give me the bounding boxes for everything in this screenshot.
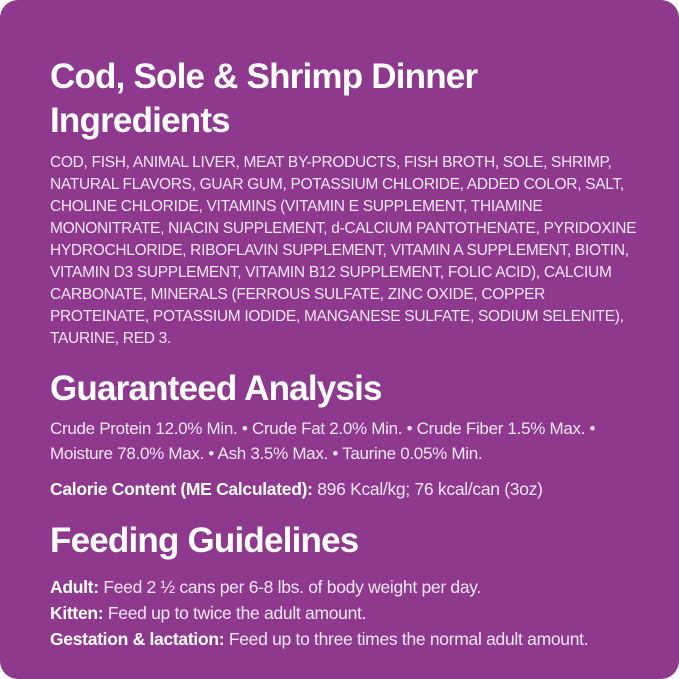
guaranteed-analysis-text: Crude Protein 12.0% Min. • Crude Fat 2.0% Min. • Crude Fiber 1.5% Max. • Moisture 78.0% Max. • Ash 3.5% Max. • Taurine 0.05% Min. — [50, 419, 596, 463]
ingredients-section-title: Ingredients — [50, 101, 230, 140]
guaranteed-analysis-title: Guaranteed Analysis — [50, 369, 382, 408]
feeding-guideline-adult-text: Feed 2 ½ cans per 6-8 lbs. of body weight per day. — [103, 577, 481, 597]
feeding-guideline-gestation — [50, 626, 650, 652]
feeding-guideline-adult — [50, 574, 650, 600]
feeding-guideline-kitten-text: Feed up to twice the adult amount. — [107, 603, 367, 623]
product-title-line1: Cod, Sole & Shrimp Dinner — [50, 57, 478, 96]
feeding-guideline-adult-label: Adult: — [50, 577, 99, 597]
calorie-content-label: Calorie Content (ME Calculated): — [50, 479, 313, 499]
feeding-guideline-gestation-text: Feed up to three times the normal adult amount. — [228, 629, 589, 649]
calorie-content-value: 896 Kcal/kg; 76 kcal/can (3oz) — [317, 479, 543, 499]
product-title — [50, 55, 639, 143]
feeding-guidelines-list — [50, 574, 639, 652]
feeding-guideline-kitten-label: Kitten: — [50, 603, 104, 623]
feeding-guideline-gestation-label: Gestation & lactation: — [50, 629, 225, 649]
ingredients-text: COD, FISH, ANIMAL LIVER, MEAT BY-PRODUCTS, FISH BROTH, SOLE, SHRIMP, NATURAL FLAVORS, GUAR GUM, POTASSIUM CHLORIDE, ADDED COLOR, SALT, CHOLINE CHLORIDE, VITAMINS (VITAMIN E SUPPLEMENT, THIAMINE MONONITRATE, NIACIN SUPPLEMENT, d-CALCIUM PANTOTHENATE, PYRIDOXINE HYDROCHLORIDE, RIBOFLAVIN SUPPLEMENT, VITAMIN A SUPPLEMENT, BIOTIN, VITAMIN D3 SUPPLEMENT, VITAMIN B12 SUPPLEMENT, FOLIC ACID), CALCIUM CARBONATE, MINERALS (FERROUS SULFATE, ZINC OXIDE, COPPER PROTEINATE, POTASSIUM IODIDE, MANGANESE SULFATE, SODIUM SELENITE), TAURINE, RED 3. — [50, 154, 637, 347]
calorie-content-line — [50, 479, 650, 500]
feeding-guidelines-title: Feeding Guidelines — [50, 521, 359, 560]
feeding-guideline-kitten — [50, 600, 650, 626]
